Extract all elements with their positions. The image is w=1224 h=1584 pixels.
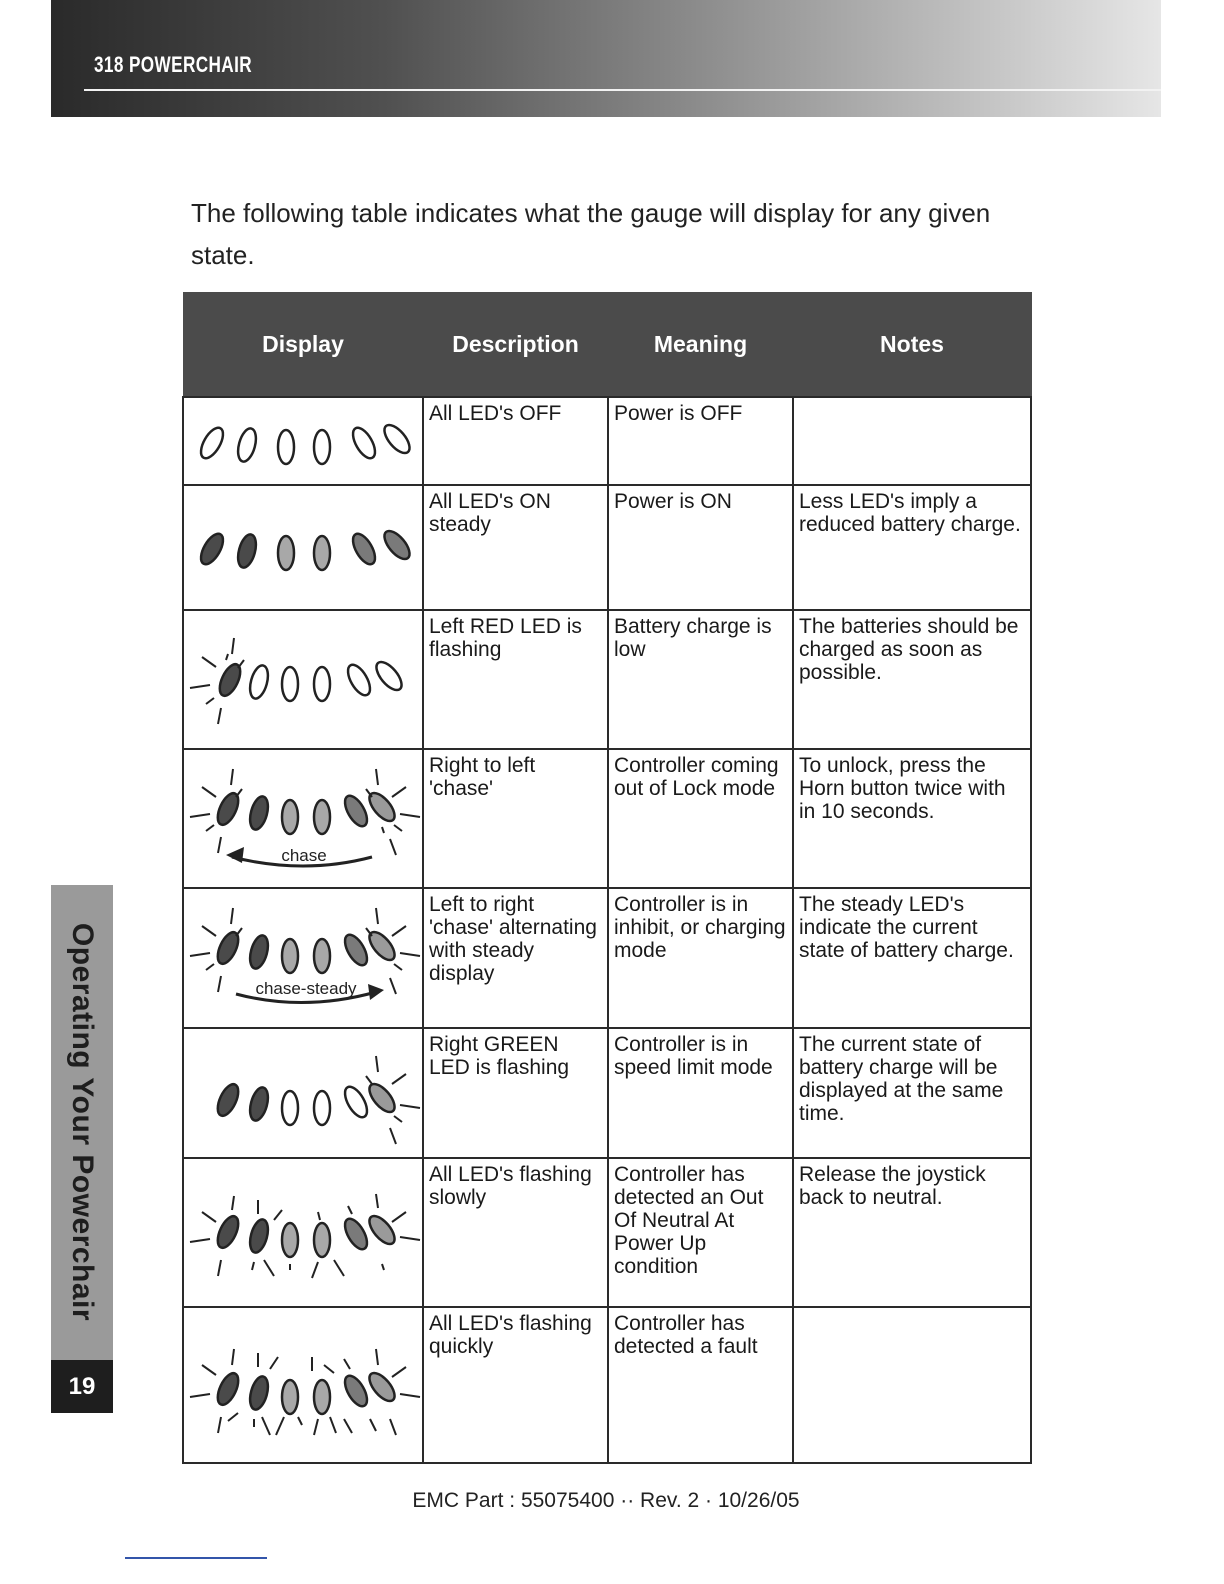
display-cell [183, 888, 423, 1028]
page-number-box [51, 1360, 113, 1413]
meaning-cell: Controller is in inhibit, or charging mode [608, 888, 793, 1028]
display-cell [183, 749, 423, 888]
notes-cell [793, 397, 1031, 485]
table-header-row [183, 293, 1031, 398]
display-cell [183, 485, 423, 610]
table-row [183, 888, 1031, 1028]
column-header-display: Display [183, 293, 423, 398]
led-all-off-icon [184, 399, 422, 483]
meaning-cell: Power is OFF [608, 397, 793, 485]
sidebar-section-label: Operating Your Powerchair [66, 922, 99, 1322]
led-right-green-flash-icon [184, 1030, 422, 1156]
notes-cell: To unlock, press the Horn button twice with in 10 seconds. [793, 749, 1031, 888]
meaning-cell: Controller is in speed limit mode [608, 1028, 793, 1158]
table-row [183, 1307, 1031, 1463]
display-cell [183, 1158, 423, 1307]
page-number: 19 [68, 1373, 96, 1400]
led-all-flash-slow-icon [184, 1160, 422, 1305]
meaning-cell: Controller has detected an Out Of Neutral At Power Up condition [608, 1158, 793, 1307]
footer-text: EMC Part : 55075400 ·· Rev. 2 · 10/26/05 [412, 1489, 800, 1512]
table-row [183, 397, 1031, 485]
chase-label: chase [281, 846, 327, 865]
column-header-notes: Notes [793, 293, 1031, 398]
notes-cell [793, 1307, 1031, 1463]
description-cell: Right GREEN LED is flashing [423, 1028, 608, 1158]
header-rule [84, 89, 1161, 91]
led-all-flash-quick-icon [184, 1309, 422, 1461]
led-left-red-flash-icon [184, 612, 422, 747]
display-cell [183, 1307, 423, 1463]
column-header-meaning: Meaning [608, 293, 793, 398]
description-cell: All LED's OFF [423, 397, 608, 485]
meaning-cell: Controller has detected a fault [608, 1307, 793, 1463]
table-row [183, 485, 1031, 610]
meaning-cell: Power is ON [608, 485, 793, 610]
led-chase-steady-icon [184, 890, 422, 1026]
description-cell: All LED's flashing quickly [423, 1307, 608, 1463]
description-cell: All LED's flashing slowly [423, 1158, 608, 1307]
display-cell [183, 1028, 423, 1158]
meaning-cell: Battery charge is low [608, 610, 793, 749]
meaning-cell: Controller coming out of Lock mode [608, 749, 793, 888]
led-chase-icon [184, 751, 422, 886]
notes-cell: Release the joystick back to neutral. [793, 1158, 1031, 1307]
description-cell: Left RED LED is flashing [423, 610, 608, 749]
chase-steady-label: chase-steady [255, 979, 357, 998]
notes-cell: The batteries should be charged as soon as possible. [793, 610, 1031, 749]
description-cell: Left to right 'chase' alternating with steady display [423, 888, 608, 1028]
notes-cell: The steady LED's indicate the current state of battery charge. [793, 888, 1031, 1028]
description-cell: All LED's ON steady [423, 485, 608, 610]
table-row [183, 1028, 1031, 1158]
table-row [183, 1158, 1031, 1307]
display-cell [183, 397, 423, 485]
header-title: 318 POWERCHAIR [94, 52, 253, 77]
table-row [183, 749, 1031, 888]
led-all-on-icon [184, 487, 422, 608]
description-cell: Right to left 'chase' [423, 749, 608, 888]
column-header-description: Description [423, 293, 608, 398]
notes-cell: The current state of battery charge will be displayed at the same time. [793, 1028, 1031, 1158]
notes-cell: Less LED's imply a reduced battery charge. [793, 485, 1031, 610]
table-row [183, 610, 1031, 749]
bottom-rule [125, 1557, 267, 1559]
display-cell [183, 610, 423, 749]
led-gauge-table [182, 292, 1032, 1464]
intro-text: The following table indicates what the gauge will display for any given state. [191, 198, 991, 270]
